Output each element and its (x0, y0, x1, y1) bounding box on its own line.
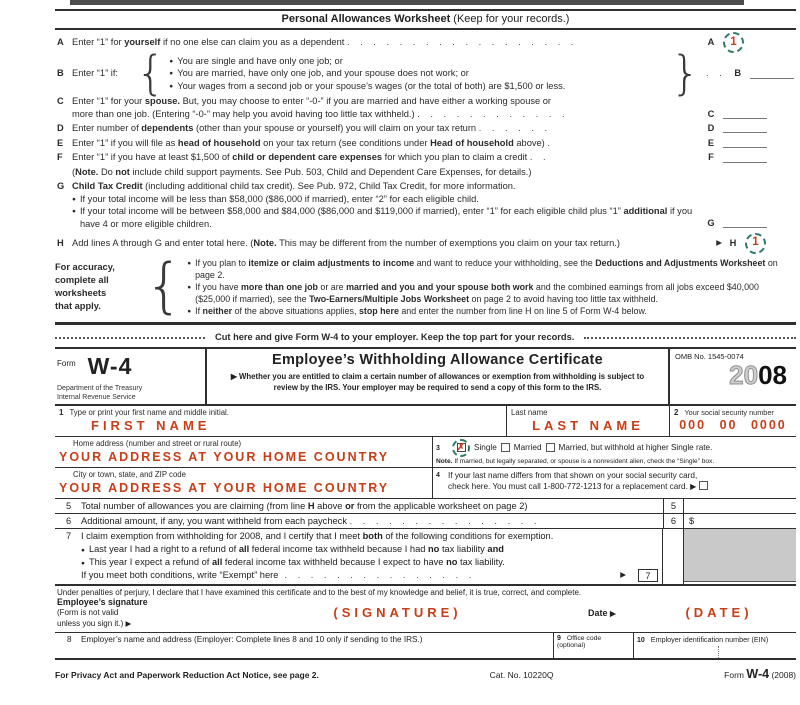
form-number: W-4 (87, 352, 133, 379)
signature-row (55, 597, 796, 633)
arrow-icon: ▶ (620, 570, 626, 580)
dot-leader: . (547, 137, 554, 148)
department-label: Department of the Treasury Internal Revenue Service (57, 384, 143, 401)
worksheet-body (55, 32, 796, 325)
circled-value-a[interactable]: 1 (723, 32, 744, 53)
married-label: Married (513, 443, 542, 453)
line-letter: F (57, 152, 63, 163)
accuracy-bullet-1: If you plan to itemize or claim adjustments to income and want to reduce your withholding, see the Deductions and Adjustments Worksheet on page 2. (195, 257, 778, 280)
city-field[interactable]: YOUR ADDRESS AT YOUR HOME COUNTRY (59, 480, 390, 495)
ssn-cell (670, 406, 796, 436)
line-4-text-2: check here. You must call 1-800-772-1213 for a replacement card. ▶ (448, 481, 697, 491)
form-title-cell (207, 349, 668, 404)
arrow-icon: ▶ (716, 238, 722, 247)
dot-leader: . . . . . . . . . . . . (417, 108, 569, 119)
worksheet-line-b (55, 46, 796, 100)
answer-blank-c[interactable] (723, 109, 767, 119)
form-year: 2008 (729, 359, 787, 390)
line-7-right-area (662, 529, 796, 584)
answer-blank-f[interactable] (723, 153, 767, 163)
employer-row (55, 633, 796, 660)
line-b-bullet-2: You are married, have only one job, and your spouse does not work; or (177, 68, 469, 79)
married-higher-rate-label: Married, but withhold at higher Single rate. (558, 443, 713, 453)
bullet-icon: ● (169, 82, 174, 90)
line-number: 9 (557, 635, 561, 643)
form-subtitle: ▶ Whether you are entitled to claim a certain number of allowances or exemption from withholding is subject to review by the IRS. Your employer may be required to send a copy of this form to the IRS. (230, 371, 645, 392)
line-number: 6 (66, 515, 72, 526)
w4-form-box (55, 347, 796, 660)
form-footer (55, 667, 796, 681)
line-h-text: Add lines A through G and enter total here. (Note. This may be different from the number of exemptions you claim on your tax return.) (72, 237, 620, 248)
line-number: 2 (674, 407, 679, 417)
answer-letter-a: A (707, 37, 715, 48)
address-row (55, 437, 796, 468)
accuracy-label: For accuracy, complete all worksheets that apply. (55, 261, 115, 311)
shaded-no-entry-area (684, 529, 796, 582)
line-number: 5 (66, 500, 72, 511)
accuracy-bullet-2: If you have more than one job or are married and you and your spouse both work and the combined earnings from all jobs exceed $40,000 ($25,000 if married), see the Two-Earners/Multiple Jobs Worksheet on page 2 to avoid having too little tax withheld. (195, 281, 759, 304)
line-5-text: Total number of allowances you are claiming (from line H above or from the applicable worksheet on page 2) (81, 500, 528, 511)
answer-letter-f: F (708, 152, 714, 163)
dotted-divider (718, 646, 719, 658)
dot-leader: . . . . . . . . . . . . . . . (284, 569, 476, 580)
single-label: Single (474, 443, 497, 453)
line-letter: B (57, 68, 64, 79)
circled-value-h[interactable]: 1 (745, 233, 766, 254)
cut-here-row (55, 332, 796, 342)
signature-label-block: Employee’s signature (Form is not valid unless you sign it.) ▶ (57, 596, 148, 628)
privacy-notice: For Privacy Act and Paperwork Reduction Act Notice, see page 2. (55, 670, 319, 681)
dotted-rule (584, 337, 796, 339)
answer-letter-b: B (734, 68, 742, 79)
single-checkbox-circled[interactable] (452, 439, 470, 457)
line-letter: C (57, 96, 64, 107)
line-g-bullet-1: If your total income will be less than $58,000 ($86,000 if married), enter “2” for each eligible child. (79, 193, 479, 204)
city-cell (55, 468, 433, 498)
form-word: Form (57, 358, 76, 368)
answer-blank-g[interactable] (723, 218, 767, 228)
bullet-icon: ● (81, 559, 85, 567)
omb-number: OMB No. 1545-0074 (675, 351, 744, 361)
line-b-bullet-1: You are single and have only one job; or (177, 55, 343, 66)
bullet-icon: ● (169, 70, 174, 78)
dot-leader: . . . . . . (478, 123, 552, 134)
answer-letter-c: C (707, 108, 715, 119)
catalog-number: Cat. No. 10220Q (489, 670, 554, 681)
line-letter: A (57, 37, 64, 48)
home-address-label: Home address (number and street or rural route) (73, 438, 242, 448)
line-5-box-number: 5 (663, 499, 684, 513)
line-letter: H (57, 237, 64, 248)
bullet-icon: ● (187, 307, 192, 315)
name-row (55, 406, 796, 437)
line-5-row (55, 499, 796, 514)
employer-name-label: Employer’s name and address (Employer: Complete lines 8 and 10 only if sending to the IRS.) (81, 635, 423, 645)
line-number: 1 (59, 407, 64, 417)
signature-field[interactable]: (SIGNATURE) (333, 605, 462, 621)
line-7-bullet-1: Last year I had a right to a refund of all federal income tax withheld because I had no tax liability and (88, 543, 504, 554)
line-c-text-2: more than one job. (Entering “-0-” may help you avoid having too little tax withheld.) (72, 108, 415, 119)
perjury-statement: Under penalties of perjury, I declare that I have examined this certificate and to the best of my knowledge and belief, it is true, correct, and complete. (57, 587, 582, 597)
cut-here-text: Cut here and give Form W-4 to your employer. Keep the top part for your records. (215, 331, 575, 342)
first-name-field[interactable]: FIRST NAME (91, 417, 211, 433)
worksheet-line-f (55, 151, 796, 164)
accuracy-bullet-3: If neither of the above situations applies, stop here and enter the number from line H on line 5 of Form W-4 below. (195, 305, 647, 316)
line-b-bullet-3: Your wages from a second job or your spouse’s wages (or the total of both) are $1,500 or less. (177, 80, 566, 91)
bullet-icon: ● (187, 283, 192, 291)
line-letter: E (57, 137, 64, 148)
answer-blank-d[interactable] (723, 123, 767, 133)
footer-form-id: Form W-4 (2008) (724, 667, 797, 682)
first-name-label: Type or print your first name and middle initial. (69, 407, 229, 417)
name-differs-checkbox[interactable] (699, 481, 708, 490)
city-row (55, 468, 796, 499)
bullet-icon: ● (72, 208, 76, 216)
last-name-field[interactable]: LAST NAME (532, 417, 644, 433)
arrow-icon: ▶ (610, 608, 616, 618)
line-number: 10 (637, 637, 645, 645)
dot-leader: . . (529, 152, 550, 163)
check-icon: ✗ (457, 442, 465, 454)
dotted-rule (55, 337, 205, 339)
line-letter: G (57, 181, 65, 192)
line-f-note-text: (Note. Do not include child support payments. See Pub. 503, Child and Dependent Care Expenses, for details.) (72, 166, 532, 177)
line-c-text-1: Enter “1” for your spouse. But, you may choose to enter “-0-” if you are married and have either a working spouse or (72, 96, 552, 107)
ein-cell[interactable] (633, 633, 796, 658)
worksheet-line-e (55, 137, 796, 150)
form-header (55, 349, 796, 406)
line-number: 7 (66, 530, 72, 541)
top-partial-rule (70, 0, 744, 5)
date-label: Date ▶ (588, 607, 616, 618)
line-f-text: Enter “1” if you have at least $1,500 of child or dependent care expenses for which you plan to claim a credit (72, 152, 528, 163)
answer-letter-g: G (707, 218, 715, 229)
first-name-cell (55, 406, 507, 436)
line-g-head: Child Tax Credit (including additional child tax credit). See Pub. 972, Child Tax Credit, for more information. (72, 181, 516, 192)
married-checkbox[interactable] (501, 443, 510, 452)
office-code-label: Office code (optional) (557, 635, 602, 650)
answer-letter-e: E (707, 137, 715, 148)
line-7-row (55, 529, 796, 586)
line-5-entry[interactable] (684, 499, 796, 513)
form-number-cell (55, 349, 207, 404)
line-4-cell (433, 468, 796, 498)
bullet-icon: ● (72, 195, 76, 203)
dollar-sign: $ (689, 515, 695, 526)
dot-leader: . . . . . . . . . . . . . . . (349, 515, 541, 526)
worksheet-line-c (55, 95, 796, 120)
line-d-text: Enter number of dependents (other than your spouse or yourself) you will claim on your tax return (72, 123, 477, 134)
bullet-icon: ● (81, 546, 85, 554)
line-6-text: Additional amount, if any, you want withheld from each paycheck (81, 515, 347, 526)
line-b-intro: Enter “1” if: (72, 68, 118, 79)
bullet-icon: ● (187, 259, 192, 267)
line-letter: D (57, 123, 64, 134)
line-7-bullet-2: This year I expect a refund of all federal income tax withheld because I expect to have no tax liability. (88, 556, 505, 567)
line-number: 8 (67, 635, 72, 645)
bullet-icon: ● (169, 57, 174, 65)
married-higher-rate-checkbox[interactable] (546, 443, 555, 452)
line-g-bullet-2: If your total income will be between $58,000 and $84,000 ($86,000 and $119,000 if married), enter “1” for each eligible child plus “1” additional if you have 4 or more eligible children. (79, 206, 693, 230)
worksheet-line-f-note (55, 166, 796, 179)
worksheet-title (55, 9, 796, 30)
answer-blank-b[interactable] (750, 69, 794, 79)
ssn-field[interactable]: 000 00 0000 (679, 417, 787, 432)
line-6-entry[interactable] (684, 514, 796, 528)
worksheet-line-g (55, 180, 796, 230)
employer-name-cell[interactable] (55, 633, 553, 658)
home-address-cell (55, 437, 433, 467)
worksheet-title-note: (Keep for your records.) (450, 13, 570, 25)
office-code-cell[interactable] (553, 633, 633, 658)
open-brace: { (136, 46, 166, 100)
dot-leader: . . (706, 68, 726, 79)
worksheet-line-d (55, 122, 796, 135)
line-4-text-1: If your last name differs from that shown on your social security card, (448, 470, 698, 480)
line-6-box-number: 6 (663, 514, 684, 528)
line-7-head: I claim exemption from withholding for 2008, and I certify that I meet both of the following conditions for exemption. (81, 530, 554, 541)
line-e-text: Enter “1” if you will file as head of household on your tax return (see conditions under Head of household above) (72, 137, 545, 148)
answer-letter-d: D (707, 123, 715, 134)
ein-label: Employer identification number (EIN) (650, 635, 769, 645)
open-brace: { (145, 251, 184, 322)
date-field[interactable]: (DATE) (685, 605, 753, 621)
accuracy-block (55, 251, 796, 325)
worksheet-title-text: Personal Allowances Worksheet (281, 13, 451, 25)
city-label: City or town, state, and ZIP code (73, 469, 186, 479)
answer-blank-e[interactable] (723, 138, 767, 148)
marital-note: Note. If married, but legally separated, or spouse is a nonresident alien, check the “Single” box. (436, 457, 715, 465)
form-title: Employee’s Withholding Allowance Certificate (271, 351, 604, 368)
line-7-entry-box[interactable]: 7 (638, 569, 658, 582)
last-name-cell (507, 406, 670, 436)
home-address-field[interactable]: YOUR ADDRESS AT YOUR HOME COUNTRY (59, 449, 390, 464)
omb-cell (668, 349, 796, 404)
line-number: 4 (436, 471, 440, 479)
dot-leader: . . . . . . . . . . . . . . . . . . (346, 37, 578, 48)
line-number: 3 (436, 444, 440, 452)
ssn-label: Your social security number (684, 407, 774, 417)
last-name-label: Last name (511, 407, 548, 417)
marital-status-cell (433, 437, 796, 467)
arrow-icon: ▶ (125, 618, 132, 628)
line-6-row (55, 514, 796, 529)
exempt-text: If you meet both conditions, write “Exempt” here (81, 569, 279, 580)
line-a-text: Enter “1” for yourself if no one else can claim you as a dependent (72, 37, 345, 48)
answer-letter-h: H (729, 237, 737, 248)
close-brace: } (670, 46, 700, 100)
